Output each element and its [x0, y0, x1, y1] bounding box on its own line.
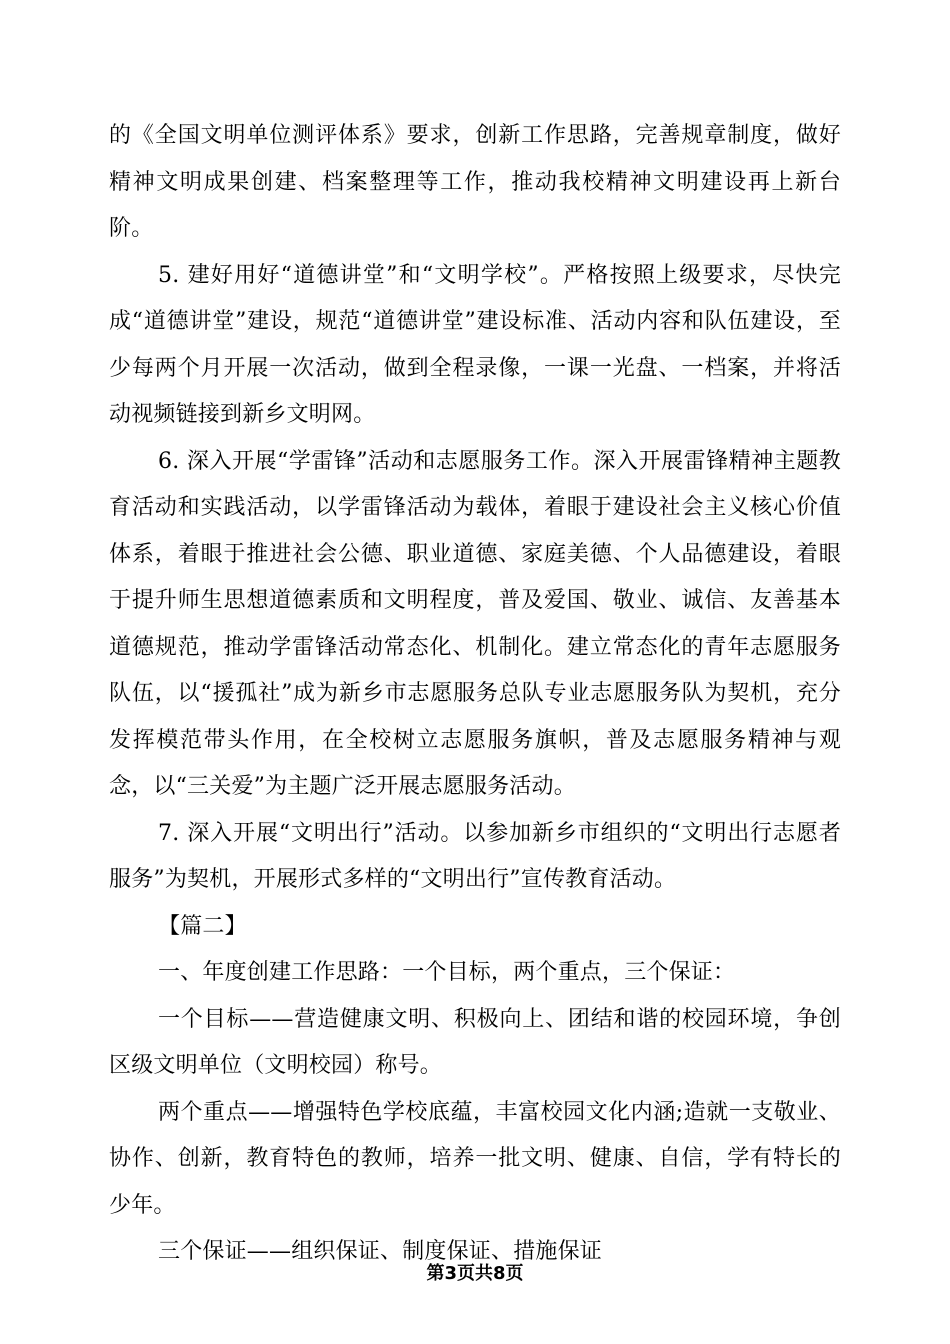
- paragraph-three-guarantees: 三个保证——组织保证、制度保证、措施保证: [158, 1239, 603, 1264]
- document-body: [109, 113, 841, 1276]
- paragraph-one-goal: 一个目标——营造健康文明、积极向上、团结和谐的校园环境，争创区级文明单位（文明校园）称号。: [109, 1006, 841, 1078]
- page-number-footer: 第3页共8页: [426, 1263, 524, 1284]
- paragraph-continuation: 的《全国文明单位测评体系》要求，创新工作思路，完善规章制度，做好精神文明成果创建、档案整理等工作，推动我校精神文明建设再上新台阶。: [109, 123, 841, 241]
- paragraph-two-focus: 两个重点——增强特色学校底蕴，丰富校园文化内涵;造就一支敬业、协作、创新，教育特色的教师，培养一批文明、健康、自信，学有特长的少年。: [109, 1099, 841, 1218]
- paragraph-item-6: 6. 深入开展“学雷锋”活动和志愿服务工作。深入开展雷锋精神主题教育活动和实践活动，以学雷锋活动为载体，着眼于建设社会主义核心价值体系，着眼于推进社会公德、职业道德、家庭美德、个人品德建设，着眼于提升师生思想道德素质和文明程度，普及爱国、敬业、诚信、友善基本道德规范，推动学雷锋活动常态化、机制化。建立常态化的青年志愿服务队伍，以“援孤社”成为新乡市志愿服务总队专业志愿服务队为契机，充分发挥模范带头作用，在全校树立志愿服务旗帜，普及志愿服务精神与观念，以“三关爱”为主题广泛开展志愿服务活动。: [109, 448, 841, 799]
- section-heading: 【篇二】: [158, 913, 247, 939]
- paragraph-thinking: 一、年度创建工作思路：一个目标，两个重点，三个保证：: [158, 960, 736, 985]
- paragraph-item-7: 7. 深入开展“文明出行”活动。以参加新乡市组织的“文明出行志愿者服务”为契机，开展形式多样的“文明出行”宣传教育活动。: [109, 820, 841, 892]
- paragraph-item-5: 5. 建好用好“道德讲堂”和“文明学校”。严格按照上级要求，尽快完成“道德讲堂”建设，规范“道德讲堂”建设标准、活动内容和队伍建设，至少每两个月开展一次活动，做到全程录像，一课一光盘、一档案，并将活动视频链接到新乡文明网。: [109, 262, 841, 427]
